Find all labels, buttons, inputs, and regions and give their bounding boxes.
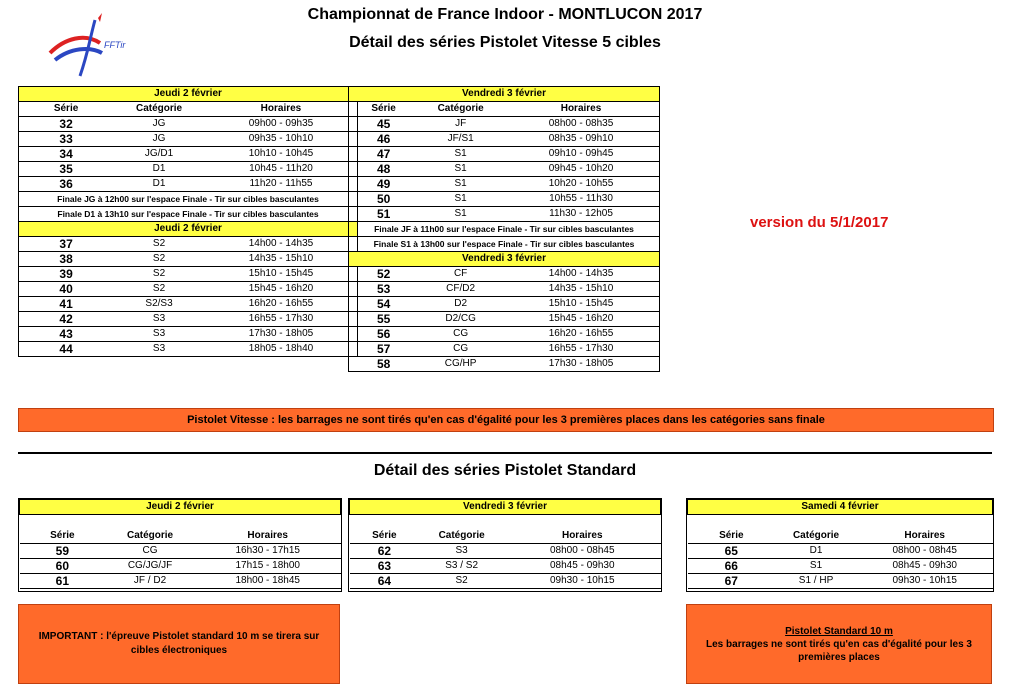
horaires-cell: 16h20 - 16h55 xyxy=(503,327,659,342)
categorie-cell: S1 xyxy=(418,147,503,162)
vitesse-barrages-banner: Pistolet Vitesse : les barrages ne sont tirés qu'en cas d'égalité pour les 3 premières places dans les catégories sans finale xyxy=(18,408,994,432)
horaires-cell: 08h45 - 09h30 xyxy=(857,559,993,574)
standard-title: Détail des séries Pistolet Standard xyxy=(373,462,637,479)
horaires-cell: 14h35 - 15h10 xyxy=(503,282,659,297)
table-row xyxy=(19,237,358,252)
serie-cell: 64 xyxy=(350,574,420,589)
table-row xyxy=(19,177,358,192)
standard-table-vendredi xyxy=(348,498,662,592)
table-row xyxy=(20,559,341,574)
table-row xyxy=(349,312,660,327)
serie-cell: 45 xyxy=(349,117,419,132)
serie-cell: 33 xyxy=(19,132,114,147)
serie-cell: 42 xyxy=(19,312,114,327)
serie-cell: 60 xyxy=(20,559,106,574)
horaires-cell: 18h00 - 18h45 xyxy=(195,574,341,589)
col-categorie: Catégorie xyxy=(113,102,205,117)
categorie-cell: D1 xyxy=(775,544,857,559)
table-row xyxy=(349,162,660,177)
col-horaires: Horaires xyxy=(195,529,341,544)
serie-cell: 43 xyxy=(19,327,114,342)
horaires-cell: 17h30 - 18h05 xyxy=(205,327,358,342)
table-row xyxy=(350,544,661,559)
col-categorie: Catégorie xyxy=(105,529,195,544)
serie-cell: 50 xyxy=(349,192,419,207)
col-serie: Série xyxy=(349,102,419,117)
horaires-cell: 15h10 - 15h45 xyxy=(205,267,358,282)
table-row xyxy=(19,342,358,357)
categorie-cell: CG xyxy=(105,544,195,559)
table-row xyxy=(349,132,660,147)
table-row xyxy=(349,297,660,312)
important-note-text: IMPORTANT : l'épreuve Pistolet standard 10 m se tirera sur cibles électroniques xyxy=(38,631,320,656)
categorie-cell: JG xyxy=(113,117,205,132)
categorie-cell: CG xyxy=(418,327,503,342)
categorie-cell: D2 xyxy=(418,297,503,312)
version-label: version du 5/1/2017 xyxy=(750,214,889,231)
horaires-cell: 09h35 - 10h10 xyxy=(205,132,358,147)
categorie-cell: S2 xyxy=(113,282,205,297)
table-row xyxy=(19,312,358,327)
serie-cell: 58 xyxy=(349,357,419,372)
categorie-cell: S3 xyxy=(113,312,205,327)
horaires-cell: 16h55 - 17h30 xyxy=(503,342,659,357)
categorie-cell: S3 xyxy=(113,327,205,342)
categorie-cell: JG/D1 xyxy=(113,147,205,162)
table-row xyxy=(19,162,358,177)
categorie-cell: S3 xyxy=(113,342,205,357)
finale-note: Finale D1 à 13h10 sur l'espace Finale - Tir sur cibles basculantes xyxy=(19,207,358,222)
standard-table-jeudi xyxy=(18,498,342,592)
finale-note: Finale JG à 12h00 sur l'espace Finale - Tir sur cibles basculantes xyxy=(19,192,358,207)
categorie-cell: JF / D2 xyxy=(105,574,195,589)
serie-cell: 35 xyxy=(19,162,114,177)
table-row xyxy=(349,282,660,297)
categorie-cell: S1 xyxy=(418,207,503,222)
table-row xyxy=(349,177,660,192)
categorie-cell: S2/S3 xyxy=(113,297,205,312)
categorie-cell: S1 xyxy=(418,192,503,207)
serie-cell: 56 xyxy=(349,327,419,342)
day-header: Jeudi 2 février xyxy=(20,500,341,515)
col-horaires: Horaires xyxy=(503,102,659,117)
horaires-cell: 08h00 - 08h35 xyxy=(503,117,659,132)
serie-cell: 40 xyxy=(19,282,114,297)
table-row xyxy=(349,357,660,372)
serie-cell: 59 xyxy=(20,544,106,559)
categorie-cell: CF xyxy=(418,267,503,282)
serie-cell: 39 xyxy=(19,267,114,282)
categorie-cell: JG xyxy=(113,132,205,147)
finale-note: Finale S1 à 13h00 sur l'espace Finale - Tir sur cibles basculantes xyxy=(349,237,660,252)
horaires-cell: 17h30 - 18h05 xyxy=(503,357,659,372)
col-serie: Série xyxy=(20,529,106,544)
important-note xyxy=(18,604,340,684)
table-row xyxy=(19,282,358,297)
table-row xyxy=(349,327,660,342)
categorie-cell: CG xyxy=(418,342,503,357)
categorie-cell: S1 xyxy=(418,177,503,192)
horaires-cell: 10h45 - 11h20 xyxy=(205,162,358,177)
table-row xyxy=(19,117,358,132)
table-row xyxy=(19,297,358,312)
categorie-cell: D1 xyxy=(113,177,205,192)
col-horaires: Horaires xyxy=(205,102,358,117)
serie-cell: 32 xyxy=(19,117,114,132)
table-row xyxy=(19,327,358,342)
table-row xyxy=(350,559,661,574)
horaires-cell: 10h10 - 10h45 xyxy=(205,147,358,162)
table-row xyxy=(20,544,341,559)
horaires-cell: 09h00 - 09h35 xyxy=(205,117,358,132)
standard-table-samedi xyxy=(686,498,994,592)
categorie-cell: D2/CG xyxy=(418,312,503,327)
serie-cell: 36 xyxy=(19,177,114,192)
categorie-cell: S1 xyxy=(418,162,503,177)
barrages-note xyxy=(686,604,992,684)
table-row xyxy=(349,207,660,222)
serie-cell: 44 xyxy=(19,342,114,357)
table-row xyxy=(19,147,358,162)
day-header: Jeudi 2 février xyxy=(19,87,358,102)
horaires-cell: 10h20 - 10h55 xyxy=(503,177,659,192)
serie-cell: 34 xyxy=(19,147,114,162)
horaires-cell: 09h10 - 09h45 xyxy=(503,147,659,162)
table-row xyxy=(349,117,660,132)
serie-cell: 63 xyxy=(350,559,420,574)
categorie-cell: S2 xyxy=(113,237,205,252)
col-categorie: Catégorie xyxy=(775,529,857,544)
horaires-cell: 08h00 - 08h45 xyxy=(857,544,993,559)
serie-cell: 53 xyxy=(349,282,419,297)
day-header: Vendredi 3 février xyxy=(349,252,660,267)
table-row xyxy=(19,267,358,282)
table-row xyxy=(349,342,660,357)
horaires-cell: 08h45 - 09h30 xyxy=(504,559,660,574)
table-row xyxy=(19,132,358,147)
serie-cell: 54 xyxy=(349,297,419,312)
categorie-cell: S2 xyxy=(113,252,205,267)
categorie-cell: S2 xyxy=(419,574,504,589)
serie-cell: 65 xyxy=(688,544,776,559)
col-serie: Série xyxy=(688,529,776,544)
horaires-cell: 14h00 - 14h35 xyxy=(503,267,659,282)
serie-cell: 57 xyxy=(349,342,419,357)
serie-cell: 55 xyxy=(349,312,419,327)
table-row xyxy=(20,574,341,589)
horaires-cell: 15h45 - 16h20 xyxy=(503,312,659,327)
serie-cell: 52 xyxy=(349,267,419,282)
categorie-cell: S1 xyxy=(775,559,857,574)
table-row xyxy=(349,192,660,207)
serie-cell: 67 xyxy=(688,574,776,589)
horaires-cell: 11h30 - 12h05 xyxy=(503,207,659,222)
horaires-cell: 16h20 - 16h55 xyxy=(205,297,358,312)
day-header: Samedi 4 février xyxy=(688,500,993,515)
horaires-cell: 14h00 - 14h35 xyxy=(205,237,358,252)
col-categorie: Catégorie xyxy=(418,102,503,117)
table-row xyxy=(19,252,358,267)
horaires-cell: 11h20 - 11h55 xyxy=(205,177,358,192)
categorie-cell: JF xyxy=(418,117,503,132)
logo-text: FFTir xyxy=(104,40,126,50)
barrages-note-title: Pistolet Standard 10 m xyxy=(785,625,893,637)
categorie-cell: S2 xyxy=(113,267,205,282)
serie-cell: 46 xyxy=(349,132,419,147)
table-row xyxy=(350,574,661,589)
serie-cell: 37 xyxy=(19,237,114,252)
horaires-cell: 16h30 - 17h15 xyxy=(195,544,341,559)
day-header: Vendredi 3 février xyxy=(350,500,661,515)
horaires-cell: 08h35 - 09h10 xyxy=(503,132,659,147)
col-horaires: Horaires xyxy=(504,529,660,544)
page-title: Championnat de France Indoor - MONTLUCON 2017 xyxy=(307,6,703,23)
categorie-cell: CG/HP xyxy=(418,357,503,372)
categorie-cell: JF/S1 xyxy=(418,132,503,147)
table-row xyxy=(688,544,993,559)
horaires-cell: 09h30 - 10h15 xyxy=(504,574,660,589)
col-serie: Série xyxy=(350,529,420,544)
horaires-cell: 09h45 - 10h20 xyxy=(503,162,659,177)
categorie-cell: S3 xyxy=(419,544,504,559)
day-header: Jeudi 2 février xyxy=(19,222,358,237)
horaires-cell: 15h45 - 16h20 xyxy=(205,282,358,297)
categorie-cell: S1 / HP xyxy=(775,574,857,589)
horaires-cell: 10h55 - 11h30 xyxy=(503,192,659,207)
table-row xyxy=(688,574,993,589)
table-row xyxy=(349,267,660,282)
horaires-cell: 08h00 - 08h45 xyxy=(504,544,660,559)
categorie-cell: CF/D2 xyxy=(418,282,503,297)
horaires-cell: 16h55 - 17h30 xyxy=(205,312,358,327)
col-serie: Série xyxy=(19,102,114,117)
page-subtitle: Détail des séries Pistolet Vitesse 5 cibles xyxy=(349,34,661,51)
serie-cell: 38 xyxy=(19,252,114,267)
horaires-cell: 18h05 - 18h40 xyxy=(205,342,358,357)
serie-cell: 49 xyxy=(349,177,419,192)
serie-cell: 51 xyxy=(349,207,419,222)
serie-cell: 47 xyxy=(349,147,419,162)
serie-cell: 61 xyxy=(20,574,106,589)
divider xyxy=(18,452,992,454)
table-row xyxy=(688,559,993,574)
horaires-cell: 09h30 - 10h15 xyxy=(857,574,993,589)
table-row xyxy=(349,147,660,162)
finale-note: Finale JF à 11h00 sur l'espace Finale - Tir sur cibles basculantes xyxy=(349,222,660,237)
horaires-cell: 15h10 - 15h45 xyxy=(503,297,659,312)
serie-cell: 48 xyxy=(349,162,419,177)
vitesse-table-left xyxy=(18,86,358,357)
col-horaires: Horaires xyxy=(857,529,993,544)
horaires-cell: 17h15 - 18h00 xyxy=(195,559,341,574)
serie-cell: 66 xyxy=(688,559,776,574)
day-header: Vendredi 3 février xyxy=(349,87,660,102)
serie-cell: 62 xyxy=(350,544,420,559)
serie-cell: 41 xyxy=(19,297,114,312)
categorie-cell: CG/JG/JF xyxy=(105,559,195,574)
barrages-note-text: Les barrages ne sont tirés qu'en cas d'égalité pour les 3 premières places xyxy=(706,638,972,663)
horaires-cell: 14h35 - 15h10 xyxy=(205,252,358,267)
vitesse-table-right xyxy=(348,86,660,372)
categorie-cell: S3 / S2 xyxy=(419,559,504,574)
categorie-cell: D1 xyxy=(113,162,205,177)
col-categorie: Catégorie xyxy=(419,529,504,544)
